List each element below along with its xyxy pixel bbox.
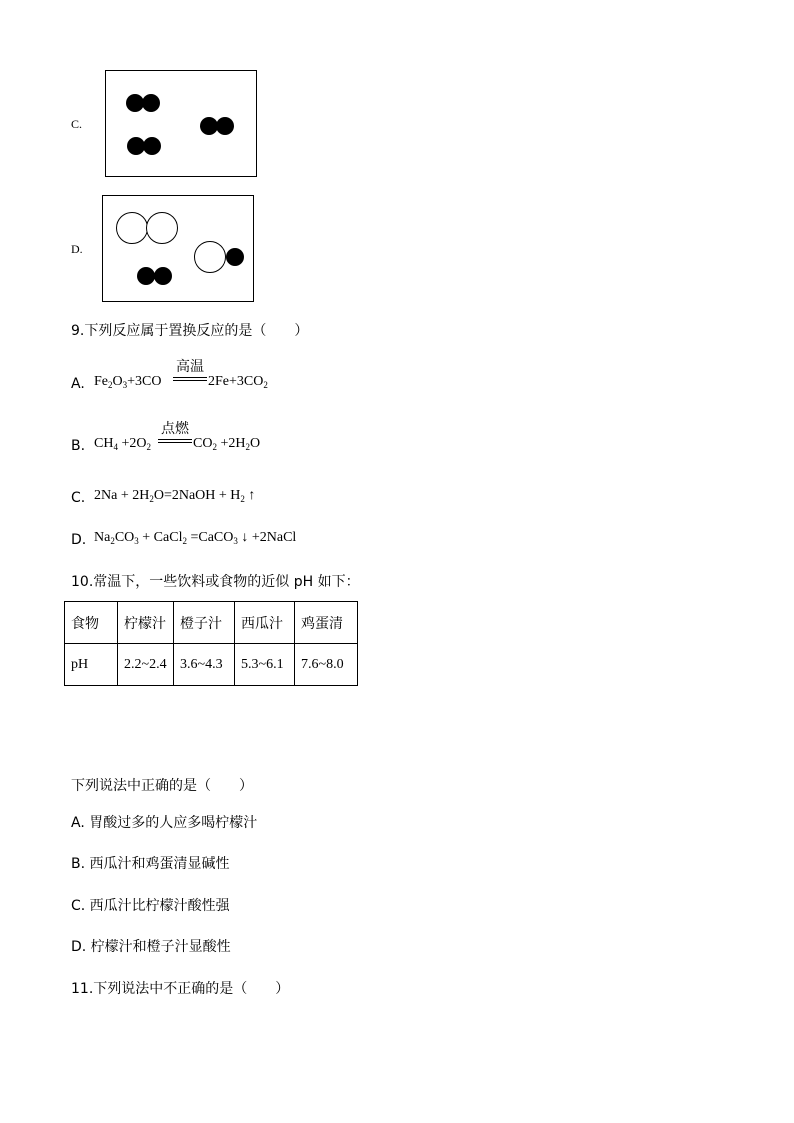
option-c-diagram: [105, 70, 257, 177]
table-cell: 2.2~2.4: [118, 644, 174, 686]
option-c-label: C.: [71, 117, 83, 131]
option-10a: A. 胃酸过多的人应多喝柠檬汁: [71, 815, 258, 831]
white-atom: [194, 241, 226, 273]
question-11-stem: 11.下列说法中不正确的是（ ）: [71, 981, 290, 997]
question-10-stem: 10.常温下，一些饮料或食物的近似 pH 如下：: [71, 574, 360, 590]
table-header-cell: 西瓜汁: [235, 602, 295, 644]
equation-9b-left: $CH_4 +2O_2$: [94, 436, 151, 452]
reaction-condition-9b: 点燃: [158, 421, 192, 443]
black-atom: [137, 267, 155, 285]
option-9c-label: C.: [71, 490, 86, 506]
reaction-condition-9a: 高温: [173, 359, 207, 381]
table-header-row: [65, 602, 358, 644]
black-atom: [143, 137, 161, 155]
table-header-cell: 食物: [65, 602, 118, 644]
option-10c: C. 西瓜汁比柠檬汁酸性强: [71, 898, 230, 914]
white-atom: [116, 212, 148, 244]
table-cell: pH: [65, 644, 118, 686]
option-9a-label: A.: [71, 376, 85, 392]
black-atom: [226, 248, 244, 266]
question-10-prompt: 下列说法中正确的是（ ）: [71, 778, 253, 794]
white-atom: [146, 212, 178, 244]
table-header-cell: 鸡蛋清: [295, 602, 358, 644]
table-cell: 5.3~6.1: [235, 644, 295, 686]
option-10b: B. 西瓜汁和鸡蛋清显碱性: [71, 856, 230, 872]
option-9b-label: B.: [71, 438, 86, 454]
equation-9a-right: $2Fe+3CO_2$: [208, 374, 268, 390]
black-atom: [154, 267, 172, 285]
table-row: [65, 644, 358, 686]
equation-9c: $2Na + 2H_2O=2NaOH + H_2$ ↑: [94, 488, 256, 504]
table-cell: 7.6~8.0: [295, 644, 358, 686]
black-atom: [142, 94, 160, 112]
option-9d-label: D.: [71, 532, 87, 548]
ph-table: [64, 601, 358, 686]
option-d-label: D.: [71, 242, 83, 256]
equation-9b-right: $CO_2 +2H_2O$: [193, 436, 261, 452]
black-atom: [216, 117, 234, 135]
table-header-cell: 橙子汁: [174, 602, 235, 644]
equation-9a-left: $Fe_2O_3+3CO$: [94, 374, 162, 390]
table-cell: 3.6~4.3: [174, 644, 235, 686]
option-d-diagram: [102, 195, 254, 302]
option-10d: D. 柠檬汁和橙子汁显酸性: [71, 939, 231, 955]
table-header-cell: 柠檬汁: [118, 602, 174, 644]
question-9-stem: 9.下列反应属于置换反应的是（ ）: [71, 323, 309, 339]
equation-9d: $Na_2CO_3$ + CaCl$_2$ =CaCO$_3$ ↓ +2NaCl: [94, 530, 297, 546]
